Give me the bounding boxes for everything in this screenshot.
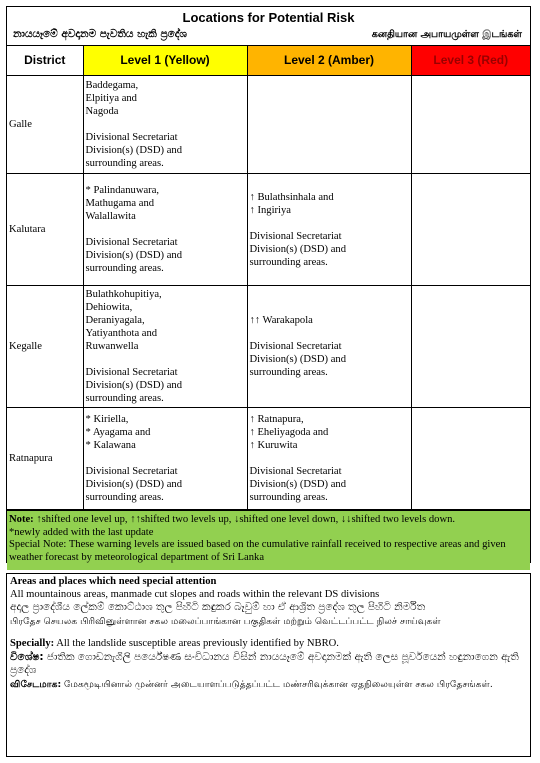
specially-text: All the landslide susceptible areas previously identified by NBRO.	[54, 638, 339, 650]
header	[7, 7, 530, 46]
tamil-special-line	[10, 678, 527, 692]
column-header-level2: Level 2 (Amber)	[247, 46, 411, 76]
special-attention-panel	[6, 573, 531, 757]
level3-cell	[411, 76, 530, 174]
level3-cell	[411, 286, 530, 408]
table-row	[7, 286, 530, 408]
specially-line	[10, 638, 527, 651]
district-cell: Kegalle	[7, 286, 83, 408]
column-header-district: District	[7, 46, 83, 76]
attention-sinhala: අදාල ප්‍රාදේශීය ලේකම් කොට්ඨාශ තුල පිහිටි කඳුකර බෑවුම් හා ඒ ආශ්‍රිත ප්‍රදේශ තුල පිහිටි නිර්මිත	[10, 601, 426, 614]
table-row	[7, 76, 530, 174]
district-cell: Kalutara	[7, 174, 83, 286]
level2-cell: ↑ Ratnapura, ↑ Eheliyagoda and ↑ Kuruwita Divisional Secretariat Division(s) (DSD) and surrounding areas.	[247, 408, 411, 510]
level2-cell: ↑↑ Warakapola Divisional Secretariat Division(s) (DSD) and surrounding areas.	[247, 286, 411, 408]
risk-locations-panel	[6, 6, 531, 563]
special-note: Special Note: These warning levels are issued based on the cumulative rainfall received to respective areas and given weather forecast by meteorological department of Sri Lanka	[9, 539, 506, 563]
level1-cell: * Palindanuwara, Mathugama and Walallawita Divisional Secretariat Division(s) (DSD) and surrounding areas.	[83, 174, 247, 286]
level3-cell	[411, 408, 530, 510]
shift-legend	[9, 514, 528, 527]
district-cell: Ratnapura	[7, 408, 83, 510]
column-header-level1: Level 1 (Yellow)	[83, 46, 247, 76]
level2-cell: ↑ Bulathsinhala and ↑ Ingiriya Divisional Secretariat Division(s) (DSD) and surrounding areas.	[247, 174, 411, 286]
note-text: ↑shifted one level up, ↑↑shifted two levels up, ↓shifted one level down, ↓↓shifted two levels down.	[33, 514, 456, 525]
level1-cell: Bulathkohupitiya, Dehiowita, Deraniyagala, Yatiyanthota and Ruwanwella Divisional Secretariat Division(s) (DSD) and surrounding areas.	[83, 286, 247, 408]
tamil-title: கனதியான அபாயமுள்ள இடங்கள்	[371, 29, 522, 40]
level2-cell	[247, 76, 411, 174]
column-header-level3: Level 3 (Red)	[411, 46, 530, 76]
table-header-row	[7, 46, 530, 76]
attention-text: All mountainous areas, manmade cut slopes and roads within the relevant DS divisions	[10, 588, 380, 600]
visesha-label: විශේෂ:	[10, 650, 44, 663]
tamil-special-label: விசேடமாக:	[10, 678, 62, 690]
district-cell: Galle	[7, 76, 83, 174]
risk-table	[7, 46, 530, 510]
table-row	[7, 408, 530, 510]
sinhala-title: නායයෑමේ අවදානම පැවතිය හැකි ප්‍රදේශ	[13, 28, 187, 40]
new-marker-note: *newly added with the last update	[9, 526, 154, 538]
level1-cell: * Kiriella, * Ayagama and * Kalawana Divisional Secretariat Division(s) (DSD) and surrounding areas.	[83, 408, 247, 510]
legend-note	[7, 510, 530, 570]
specially-label: Specially:	[10, 638, 55, 650]
visesha-text: ජාතික ගොඩනැගිලි පර්යේෂණ සංවිධානය විසින් නායයෑමේ අවදානමක් ඇති ලෙස පූර්වයෙන් හඳුනාගෙන ඇති ප්‍රදේශ	[10, 650, 519, 677]
attention-tamil: பிரதேச செயலக பிரிவினுள்ளான சகல மலைப்பாங்கான பகுதிகள் மற்றும் வெட்டப்பட்ட நிலச் சாய்வுகள்	[10, 615, 441, 627]
page-title: Locations for Potential Risk	[182, 10, 355, 25]
subtitle-row	[7, 25, 530, 43]
note-label: Note:	[9, 514, 34, 525]
level3-cell	[411, 174, 530, 286]
visesha-line	[10, 651, 527, 678]
level1-cell: Baddegama, Elpitiya and Nagoda Divisional Secretariat Division(s) (DSD) and surrounding areas.	[83, 76, 247, 174]
tamil-special-text: மேகமூடியினால் முன்னர் அடையாளப்படுத்தப்பட்ட மண்சரிவுக்கான ஏதநிலையுள்ள சகல பிரதேசங்கள்.	[61, 678, 493, 690]
attention-heading: Areas and places which need special attention	[10, 576, 217, 587]
table-row	[7, 174, 530, 286]
